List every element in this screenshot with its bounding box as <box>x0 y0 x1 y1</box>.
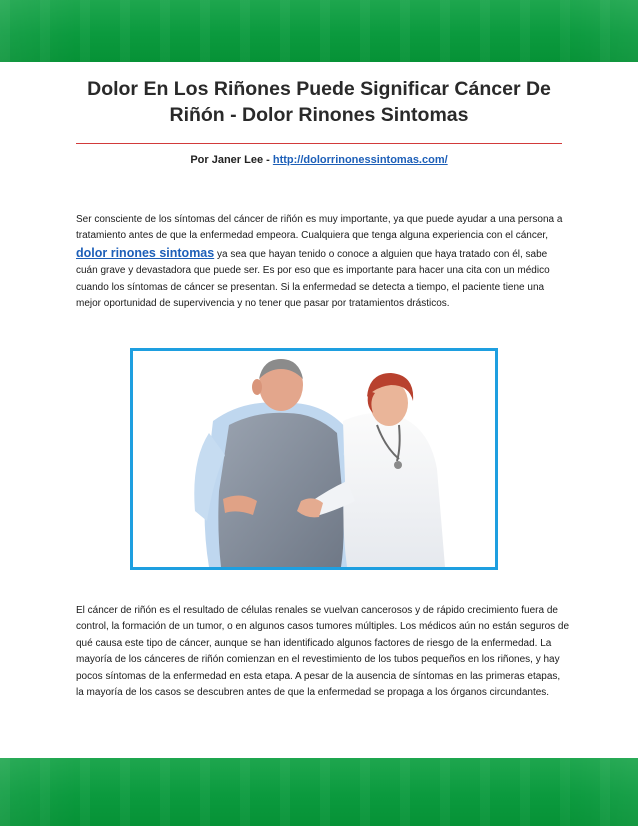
paragraph-intro <box>76 212 570 312</box>
byline <box>76 154 562 166</box>
title-divider <box>76 143 562 144</box>
byline-author: Por Janer Lee - <box>190 154 273 166</box>
page-title: Dolor En Los Riñones Puede Significar Cáncer De Riñón - Dolor Rinones Sintomas <box>87 78 551 126</box>
paragraph-intro-text-after: ya sea que hayan tenido o conoce a alguien que haya tratado con él, sabe cuán grave y devastadora que puede ser. Es por eso que es importante para hacer una cita con un médico cuando los síntomas de cáncer se presentan. Si la enfermedad se detecta a tiempo, el paciente tiene una mejor oportunidad de supervivencia y no tener que pasar por tratamientos drásticos. <box>76 248 550 310</box>
paragraph-cancer-info: El cáncer de riñón es el resultado de células renales se vuelvan cancerosos y de rápido crecimiento fuera de control, la formación de un tumor, o en algunos casos tumores múltiples. Los médicos aún no están seguros de qué causa este tipo de cáncer, aunque se han identificado algunos factores de riesgo de la enfermedad. La mayoría de los cánceres de riñón comienzan en el revestimiento de los tubos pequeños en los riñones, y hay pocos síntomas de la enfermedad en esta etapa. A pesar de la ausencia de síntomas en las primeras etapas, la mayoría de los casos se descubren antes de que la enfermedad se propaga a los órganos circundantes. <box>76 605 570 699</box>
byline-link[interactable]: http://dolorrinonessintomas.com/ <box>272 154 448 166</box>
paragraph-intro-text-before: Ser consciente de los síntomas del cáncer de riñón es muy importante, ya que puede ayudar a una persona a tratamiento antes de que la enfermedad empeora. Cualquiera que tenga alguna experiencia con el cáncer, <box>76 214 563 242</box>
keyword-link[interactable]: dolor rinones sintomas <box>76 245 215 260</box>
header-band <box>0 0 638 62</box>
document-page <box>0 62 638 758</box>
doctor-examining-patient-illustration <box>133 351 495 567</box>
article-photo <box>130 348 498 570</box>
footer-band <box>0 758 638 826</box>
